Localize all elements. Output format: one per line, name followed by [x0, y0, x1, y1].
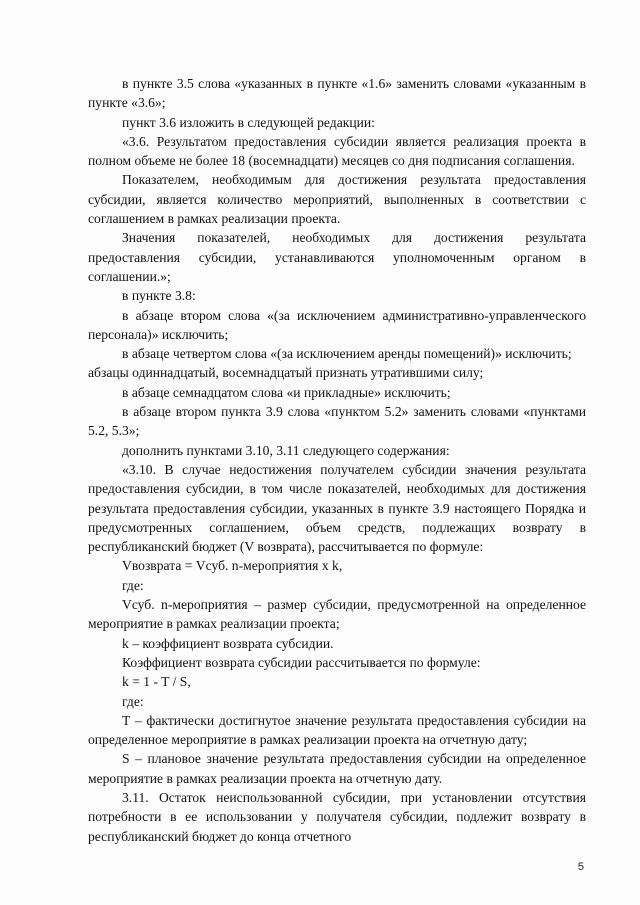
paragraph: пункт 3.6 изложить в следующей редакции: — [122, 114, 375, 130]
formula-line: k = 1 - T / S, — [122, 674, 191, 690]
paragraph: «3.10. В случае недостижения получателем субсидии значения результата предоставления субсидии, в том числе показателей, необходимых для достижения результата предоставления субсидии, указанных в пункте 3.9 настоящего Порядка и предусмотренных соглашением, объем средств, подлежащих возврату в республиканский бюджет (V возврата), рассчитывается по формуле: — [88, 461, 586, 555]
paragraph: в пункте 3.8: — [122, 288, 196, 304]
paragraph: «3.6. Результатом предоставления субсидии является реализация проекта в полном объеме не более 18 (восемнадцати) месяцев со дня подписания соглашения. — [88, 133, 586, 169]
paragraph: Коэффициент возврата субсидии рассчитывается по формуле: — [122, 654, 481, 670]
paragraph: в пункте 3.5 слова «указанных в пункте «1.6» заменить словами «указанным в пункте «3.6»; — [88, 76, 586, 111]
paragraph: Показателем, необходимым для достижения результата предоставления субсидии, является количество мероприятий, выполненных в соответствии с соглашением в рамках реализации проекта. — [88, 172, 586, 227]
paragraph: в абзаце втором пункта 3.9 слова «пунктом 5.2» заменить словами «пунктами 5.2, 5.3»; — [88, 404, 586, 439]
paragraph: Т – фактически достигнутое значение результата предоставления субсидии на определенное мероприятие в рамках реализации проекта на отчетную дату; — [88, 712, 586, 748]
paragraph: 3.11. Остаток неиспользованной субсидии, при установлении отсутствия потребности в ее использовании у получателя субсидии, подлежит возврату в республиканский бюджет до конца отчетного — [88, 789, 586, 844]
paragraph: S – плановое значение результата предоставления субсидии на определенное мероприятие в рамках реализации проекта на отчетную дату. — [88, 751, 586, 786]
paragraph: k – коэффициент возврата субсидии. — [122, 635, 334, 651]
document-body — [88, 74, 586, 846]
page-number: 5 — [577, 861, 584, 873]
paragraph: дополнить пунктами 3.10, 3.11 следующего содержания: — [122, 442, 450, 458]
paragraph: в абзаце четвертом слова «(за исключением аренды помещений)» исключить; — [122, 346, 572, 362]
paragraph: Значения показателей, необходимых для достижения результата предоставления субсидии, устанавливаются уполномоченным органом в соглашении.»; — [88, 230, 586, 284]
paragraph: в абзаце втором слова «(за исключением административно-управленческого персонала)» исключить; — [88, 307, 586, 342]
paragraph: где: — [122, 693, 144, 709]
formula-line: Vвозврата = Vсуб. n-мероприятия x k, — [122, 558, 343, 574]
paragraph: где: — [122, 577, 144, 593]
paragraph: абзацы одиннадцатый, восемнадцатый признать утратившими силу; — [88, 365, 484, 381]
paragraph: в абзаце семнадцатом слова «и прикладные» исключить; — [122, 384, 451, 400]
paragraph: Vсуб. n-мероприятия – размер субсидии, предусмотренной на определенное мероприятие в рамках реализации проекта; — [88, 597, 586, 632]
